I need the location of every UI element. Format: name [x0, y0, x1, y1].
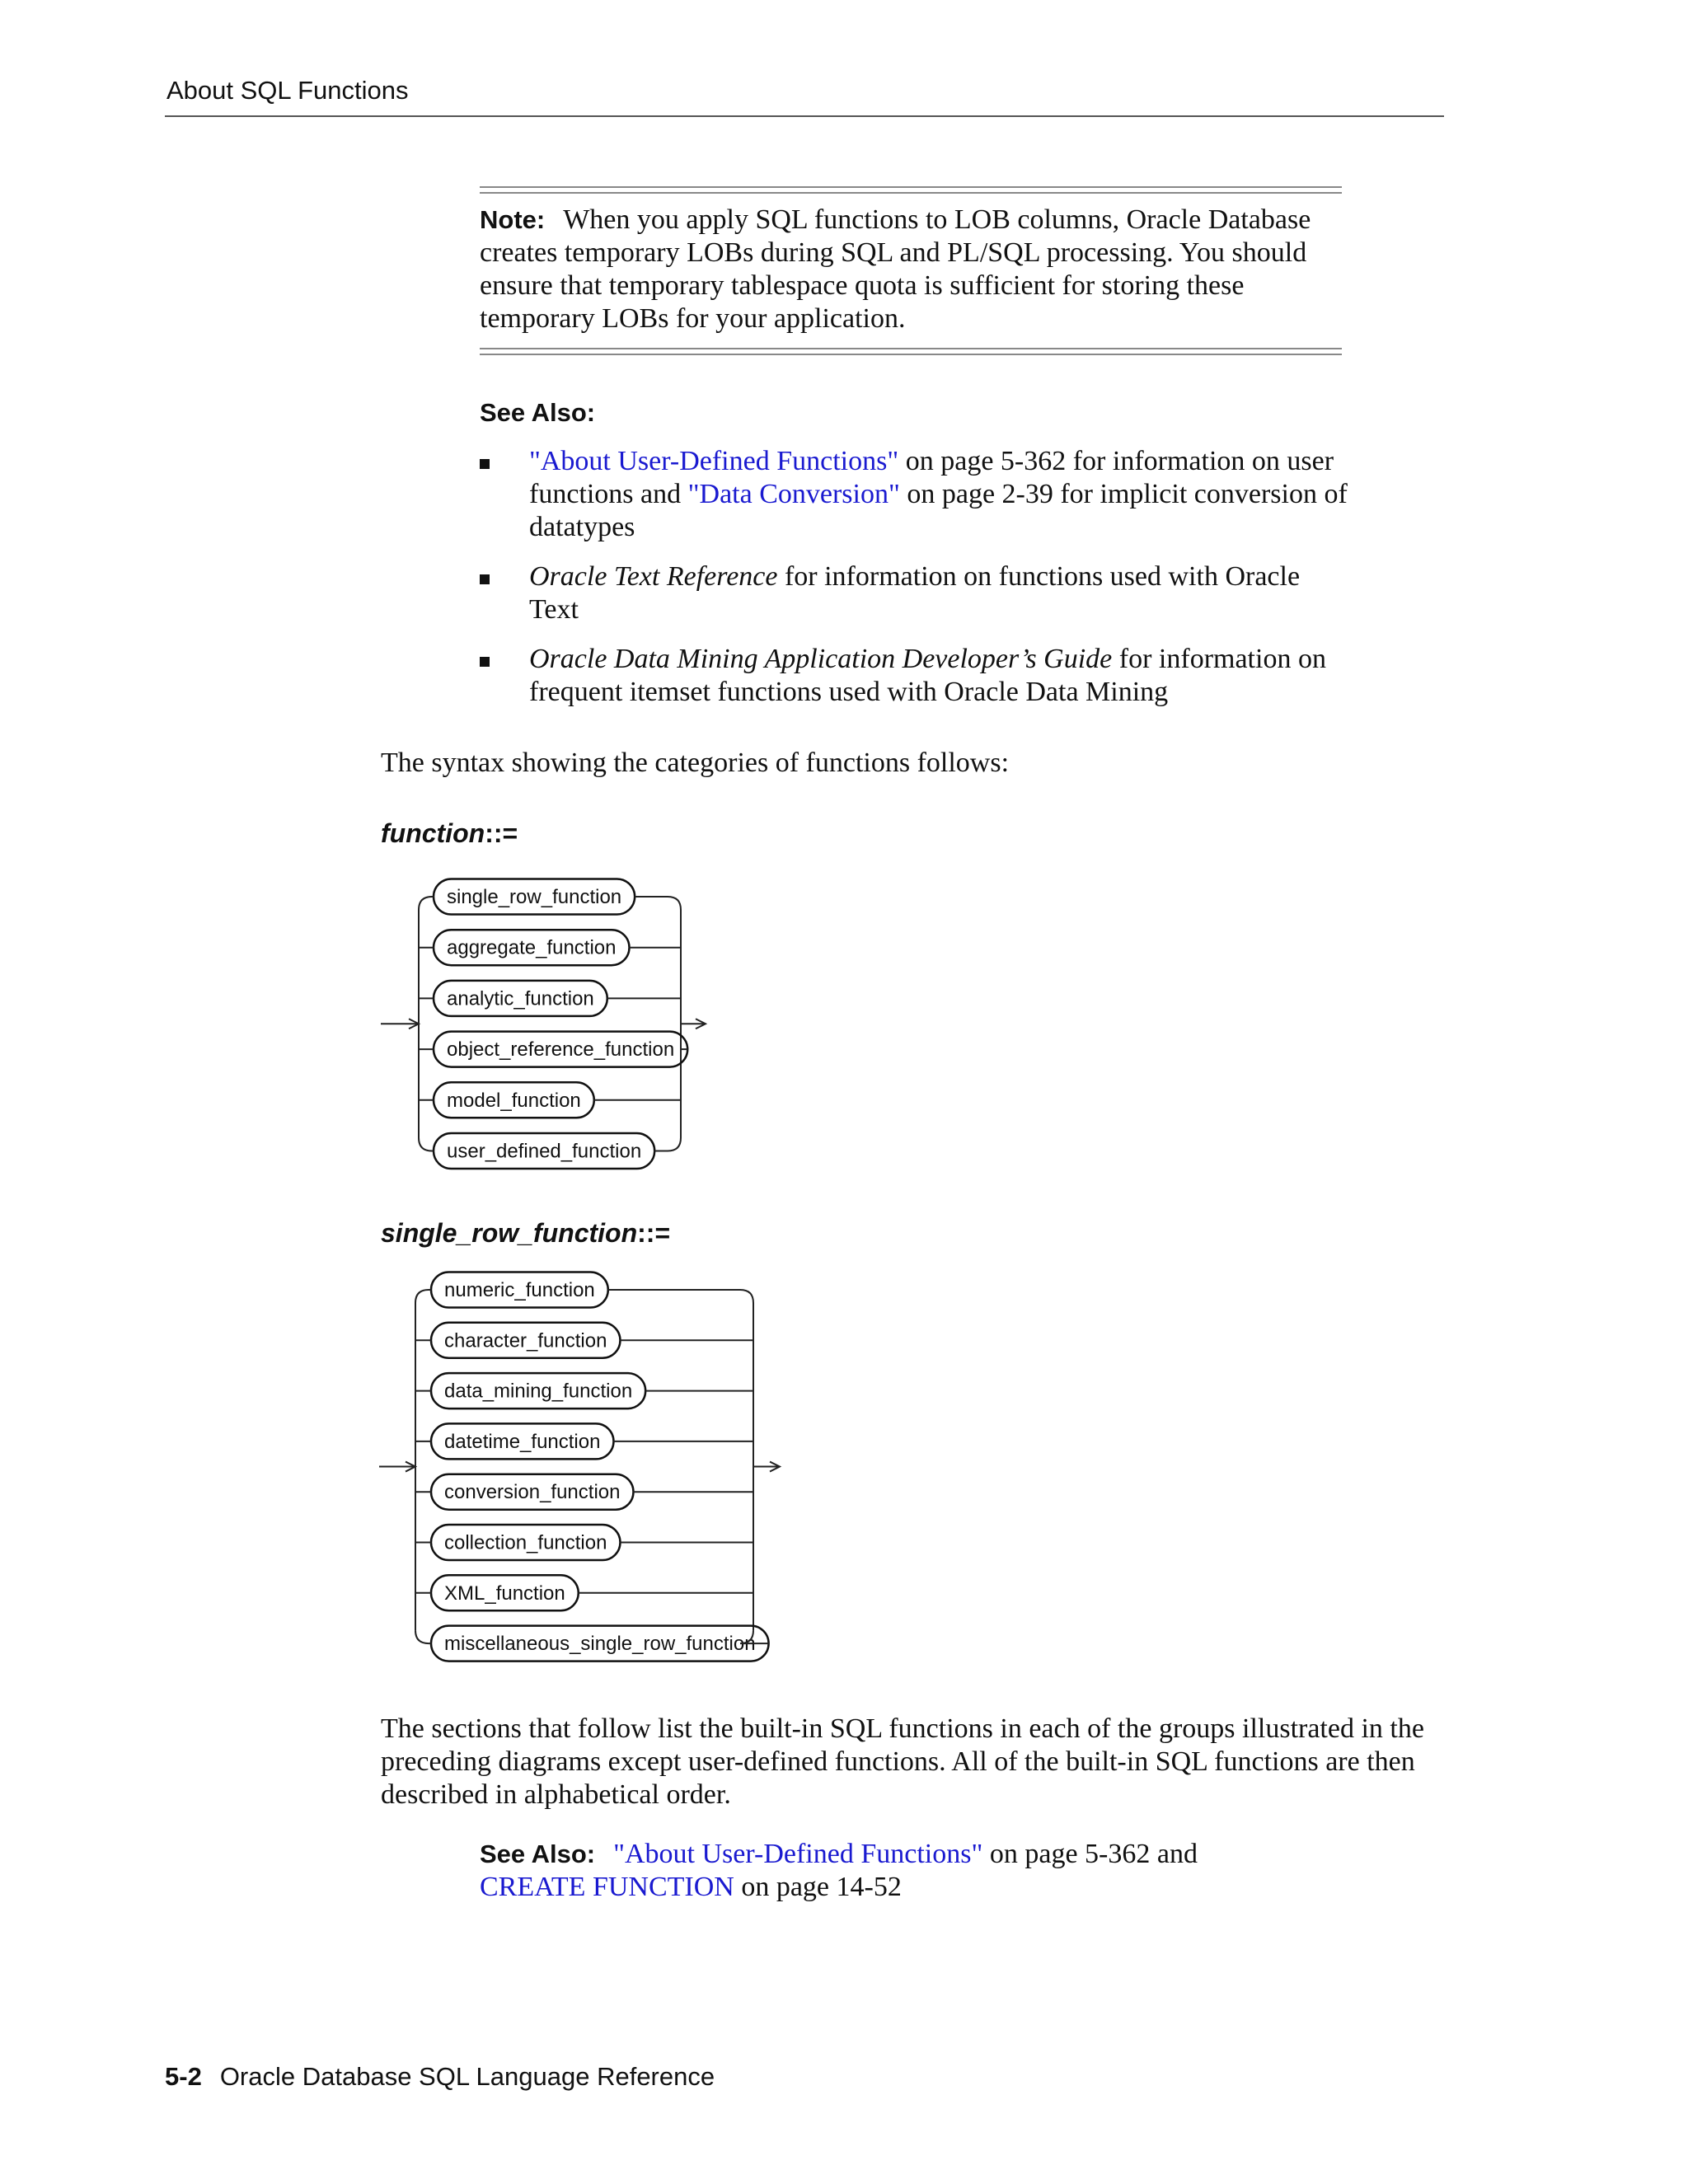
running-header: About SQL Functions [166, 76, 409, 105]
single-row-diagram-option-label: data_mining_function [444, 1380, 633, 1403]
link-about-user-defined-functions[interactable]: "About User-Defined Functions" [529, 446, 899, 476]
closing-paragraph: The sections that follow list the built-in SQL functions in each of the groups illustrated in the preceding diagrams except user-defined functions. All of the built-in SQL functions are then described in alphabetical order. [381, 1713, 1424, 1810]
rule-name: function [381, 818, 485, 848]
see-also-text: on page 14-52 [734, 1872, 902, 1902]
link-create-function[interactable]: CREATE FUNCTION [480, 1872, 734, 1902]
book-title: Oracle Database SQL Language Reference [219, 2062, 715, 2091]
see-also-item-text: on page 2-39 for implicit conversion of datatypes [529, 479, 1348, 542]
function-diagram-connector-left [419, 897, 434, 910]
see-also-item-text: for information on functions used with Oracle Text [529, 561, 1301, 625]
single-row-diagram-option-label: character_function [444, 1329, 607, 1352]
note-label: Note: [480, 205, 546, 234]
single-row-diagram-option-label: datetime_function [444, 1430, 601, 1453]
link-about-user-defined-functions[interactable]: "About User-Defined Functions" [613, 1839, 983, 1869]
single-row-diagram-option-label: collection_function [444, 1531, 607, 1554]
page-footer [165, 2062, 715, 2092]
rule-name: single_row_function [381, 1218, 638, 1248]
function-diagram-option-label: object_reference_function [447, 1038, 675, 1062]
function-diagram-option-label: aggregate_function [447, 936, 617, 959]
function-diagram-option-label: single_row_function [447, 886, 622, 908]
book-title-data-mining-guide: Oracle Data Mining Application Developer’s Guide [529, 644, 1113, 674]
single-row-diagram-option-label: XML_function [444, 1582, 565, 1605]
book-title-oracle-text-reference: Oracle Text Reference [529, 561, 778, 592]
see-also-item-text: for information on frequent itemset functions used with Oracle Data Mining [529, 644, 1326, 707]
rule-suffix: ::= [485, 818, 518, 848]
function-diagram-option-label: user_defined_function [447, 1140, 642, 1163]
single-row-diagram-connector-left [415, 1290, 431, 1303]
link-data-conversion[interactable]: "Data Conversion" [687, 479, 900, 509]
see-also-text: on page 5-362 and [982, 1839, 1198, 1869]
function-diagram-connector-right [654, 1138, 681, 1151]
function-diagram-option-label: model_function [447, 1089, 581, 1112]
see-also-title: See Also: [480, 1840, 596, 1868]
see-also-title: See Also: [480, 398, 596, 427]
see-also-block-2 [480, 1838, 1353, 1904]
single-row-diagram-option-label: miscellaneous_single_row_function [444, 1633, 756, 1656]
function-diagram-option-label: analytic_function [447, 987, 594, 1010]
function-diagram-connector-right [635, 897, 681, 910]
function-diagram-connector-left [419, 1138, 434, 1151]
see-also-item-text: on page 5-362 for information on user functions and [529, 446, 1334, 509]
single-row-diagram-option-label: conversion_function [444, 1481, 621, 1504]
note-text: When you apply SQL functions to LOB columns, Oracle Database creates temporary LOBs during SQL and PL/SQL processing. You should ensure that temporary tablespace quota is sufficient for storing these temporary LOBs for your application. [480, 204, 1311, 334]
page-number: 5-2 [165, 2062, 202, 2091]
single-row-diagram-connector-left [415, 1630, 431, 1643]
single-row-diagram-option-label: numeric_function [444, 1279, 595, 1301]
rule-suffix: ::= [637, 1218, 671, 1248]
single-row-diagram-connector-right [608, 1290, 753, 1303]
syntax-intro: The syntax showing the categories of functions follows: [381, 748, 1010, 778]
